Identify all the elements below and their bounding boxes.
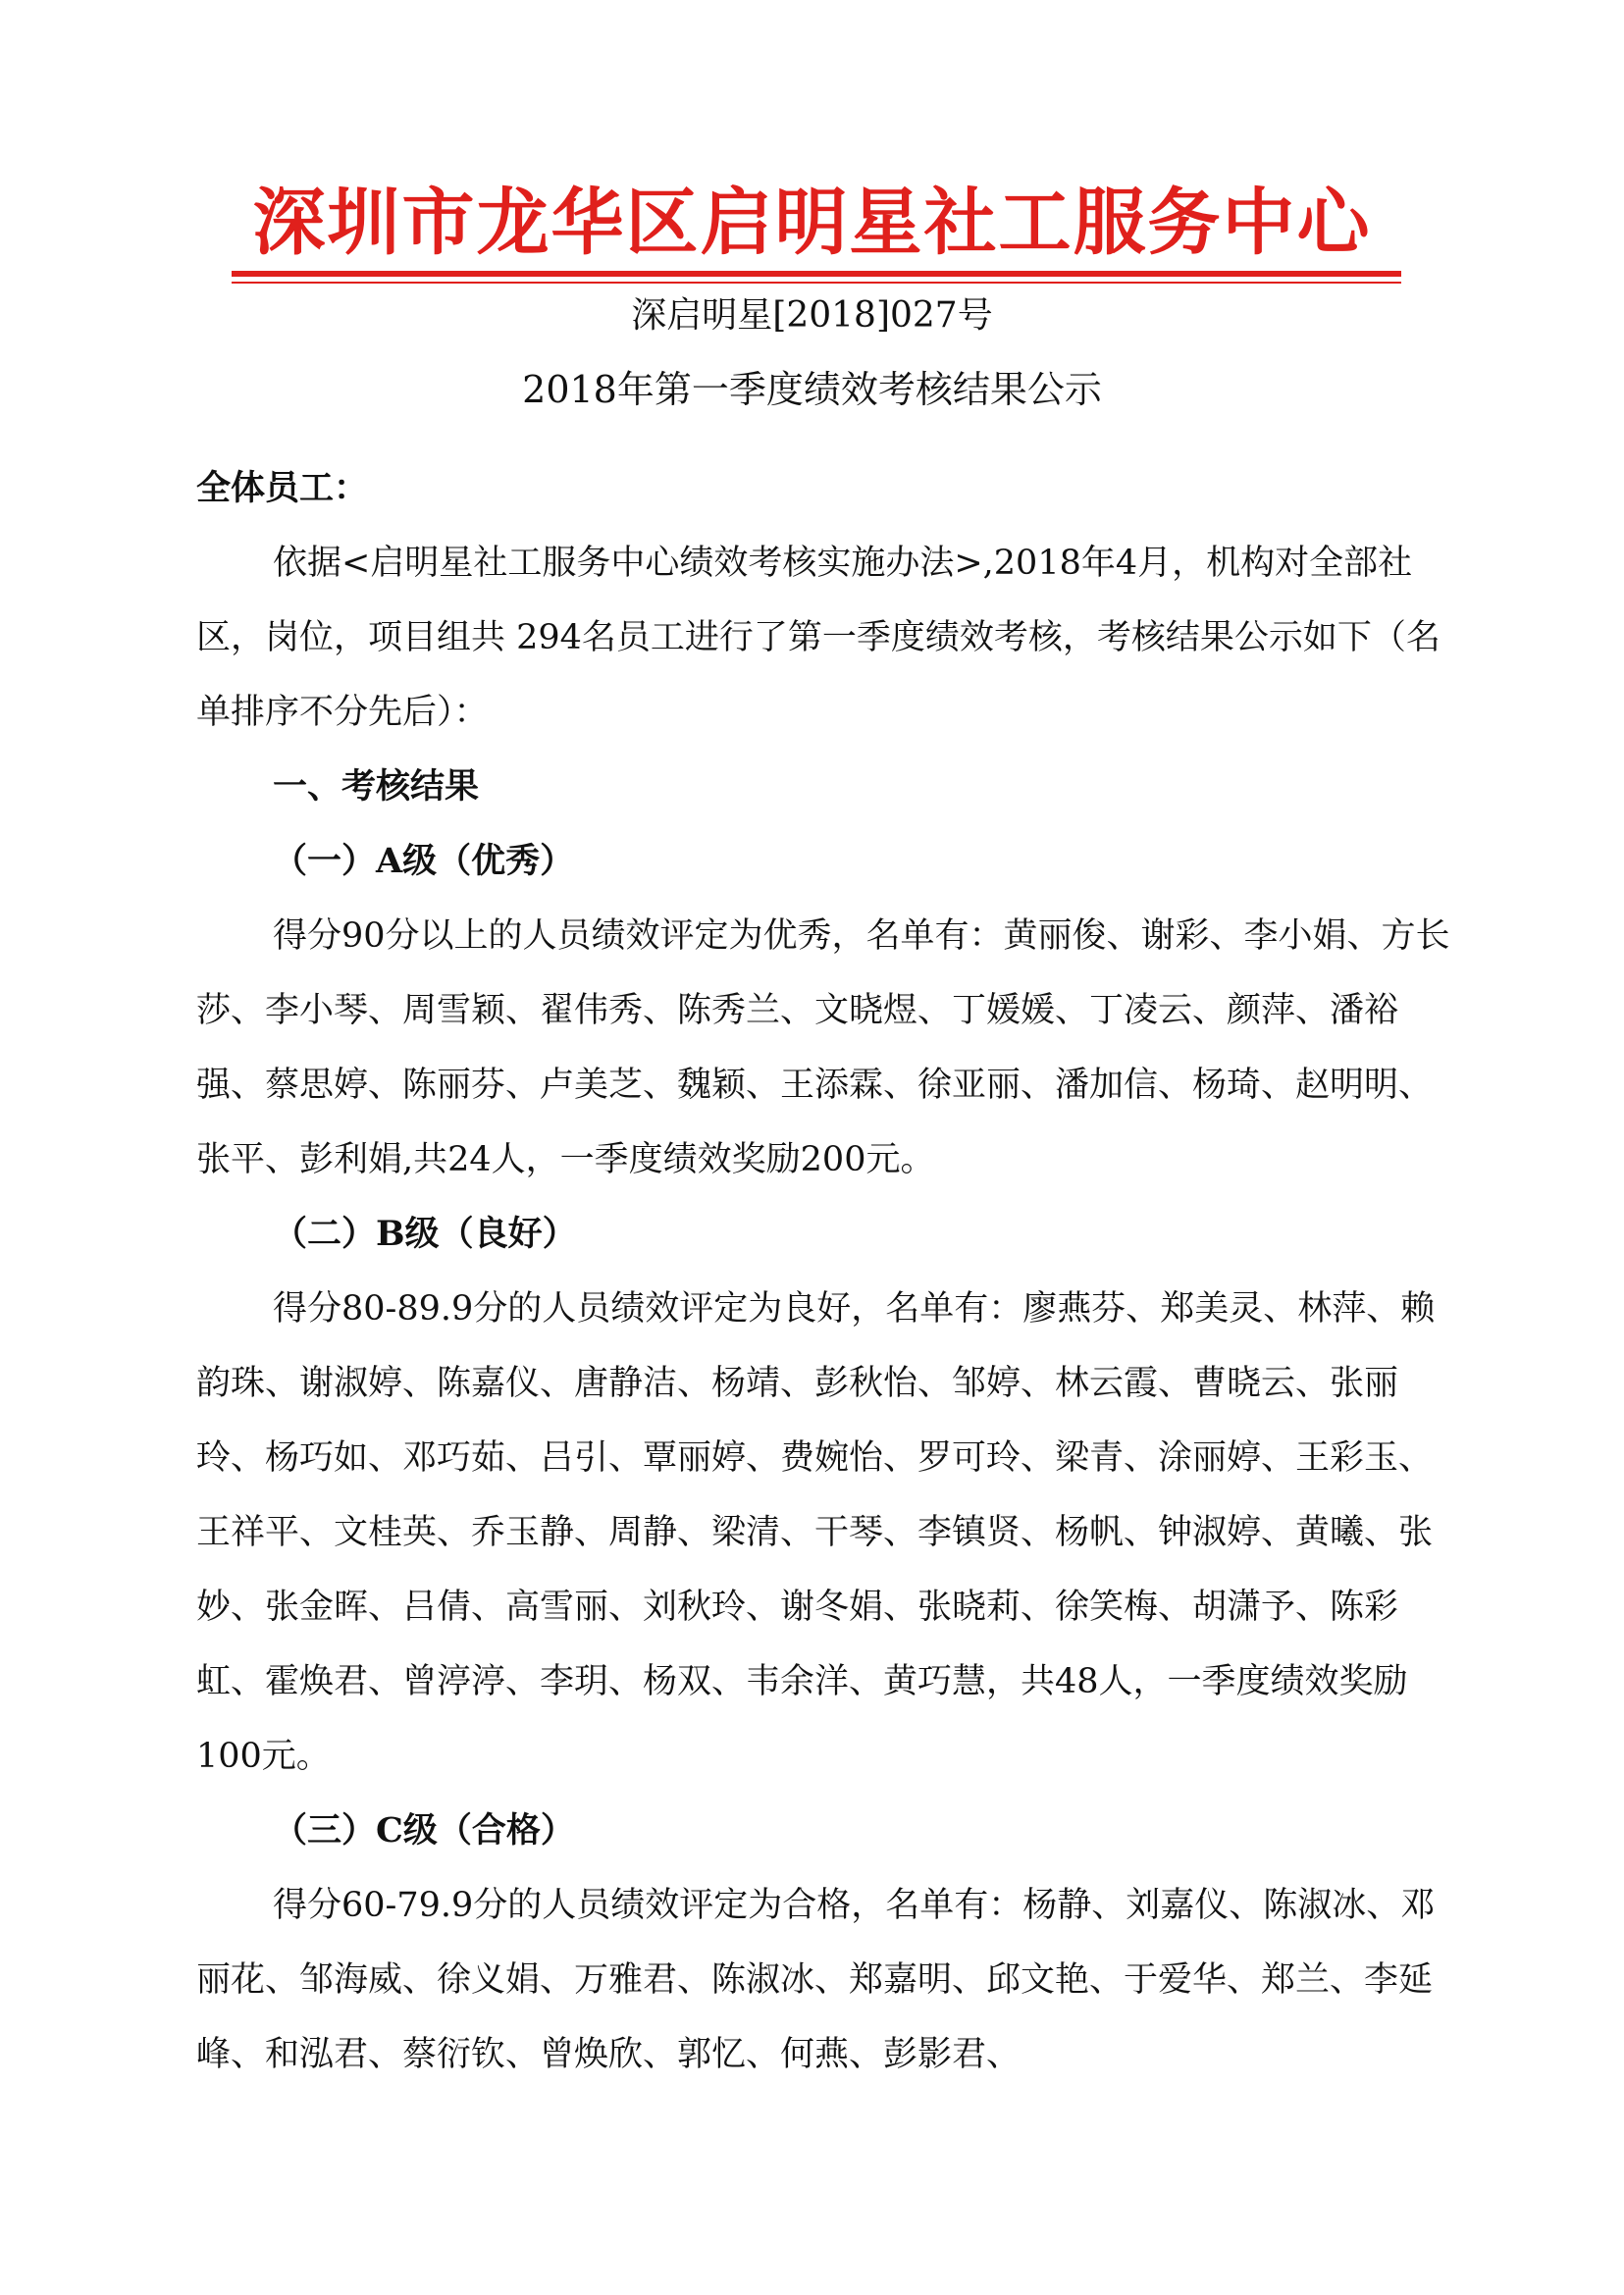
grade-c-paragraph: 得分60-79.9分的人员绩效评定为合格，名单有：杨静、刘嘉仪、陈淑冰、邓丽花、邹海威、徐义娟、万雅君、陈淑冰、郑嘉明、邱文艳、于爱华、郑兰、李延峰、和泓君、蔡衍钦、曾焕欣、郭忆、何燕、彭影君、 (196, 1886, 1436, 2074)
grade-a-paragraph: 得分90分以上的人员绩效评定为优秀，名单有：黄丽俊、谢彩、李小娟、方长莎、李小琴、周雪颖、翟伟秀、陈秀兰、文晓煜、丁媛媛、丁凌云、颜萍、潘裕强、蔡思婷、陈丽芬、卢美芝、魏颖、王添霖、徐亚丽、潘加信、杨琦、赵明明、张平、彭利娟,共24人，一季度绩效奖励200元。 (196, 916, 1450, 1179)
document-number: 深启明星[2018]027号 (631, 295, 993, 336)
grade-b-paragraph: 得分80-89.9分的人员绩效评定为良好，名单有：廖燕芬、郑美灵、林萍、赖韵珠、谢淑婷、陈嘉仪、唐静洁、杨靖、彭秋怡、邹婷、林云霞、曹晓云、张丽玲、杨巧如、邓巧茹、吕引、覃丽婷、费婉怡、罗可玲、梁青、涂丽婷、王彩玉、王祥平、文桂英、乔玉静、周静、梁清、干琴、李镇贤、杨帆、钟淑婷、黄曦、张妙、张金晖、吕倩、高雪丽、刘秋玲、谢冬娟、张晓莉、徐笑梅、胡潇予、陈彩虹、霍焕君、曾渟渟、李玥、杨双、韦余洋、黄巧慧，共48人，一季度绩效奖励100元。 (196, 1289, 1436, 1776)
salutation: 全体员工： (196, 468, 369, 508)
section-heading-results: 一、考核结果 (273, 766, 480, 807)
grade-b-heading: （二）B级（良好） (273, 1214, 577, 1254)
intro-paragraph: 依据<启明星社工服务中心绩效考核实施办法>,2018年4月，机构对全部社区，岗位，项目组共 294名员工进行了第一季度绩效考核，考核结果公示如下（名单排序不分先后）： (196, 544, 1441, 732)
document-title: 2018年第一季度绩效考核结果公示 (522, 368, 1102, 411)
organization-header: 深圳市龙华区启明星社工服务中心 (252, 181, 1372, 265)
header-red-rule (232, 271, 1401, 277)
header-red-rule-thin (232, 282, 1401, 284)
grade-a-heading: （一）A级（优秀） (273, 841, 575, 881)
document-body (196, 451, 1462, 2092)
grade-c-heading: （三）C级（合格） (273, 1810, 575, 1851)
